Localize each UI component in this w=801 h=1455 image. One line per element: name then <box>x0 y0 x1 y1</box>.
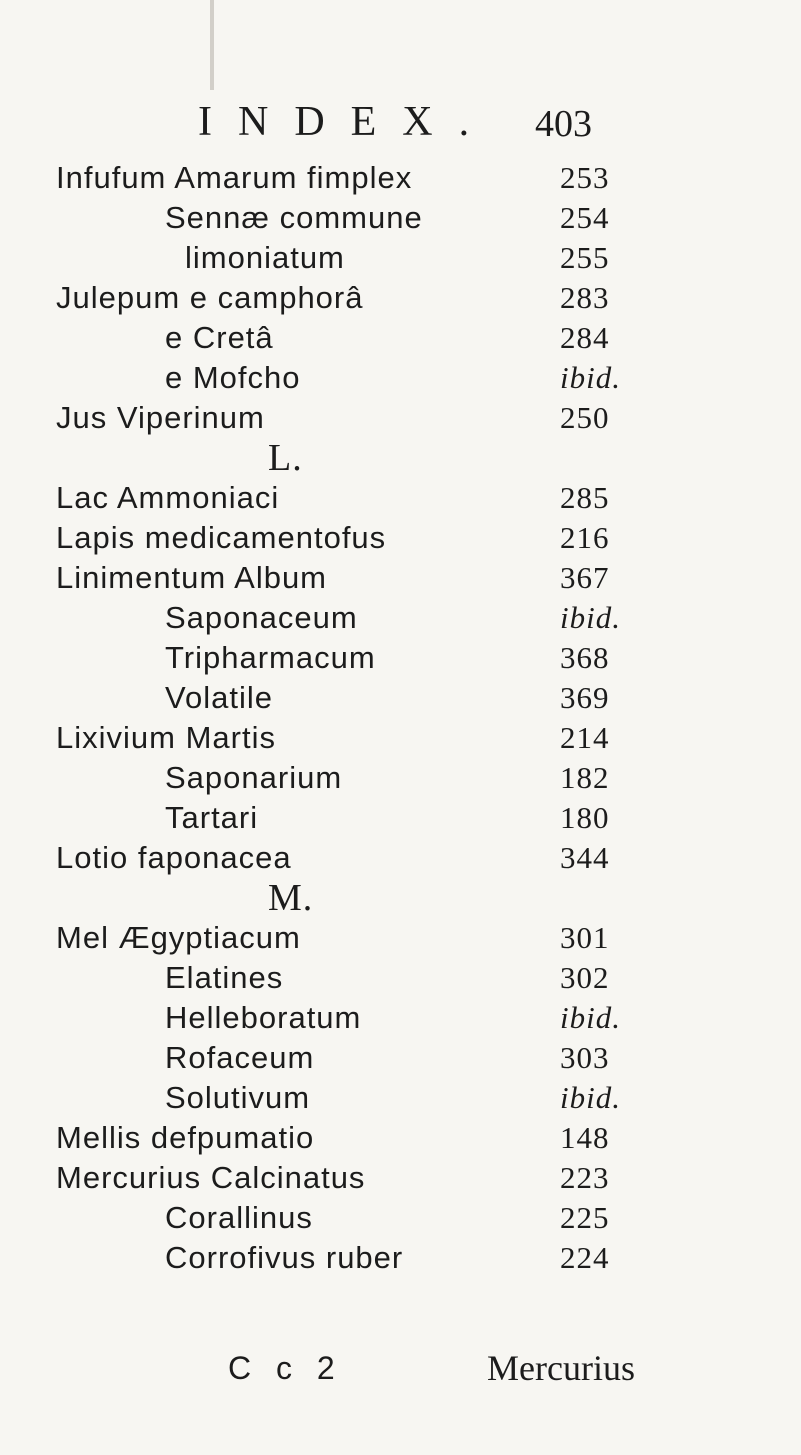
index-entry <box>0 1038 801 1078</box>
entry-page: 180 <box>560 800 610 835</box>
index-entry <box>0 518 801 558</box>
index-entry <box>0 838 801 878</box>
entry-term: Mercurius Calcinatus <box>56 1160 366 1195</box>
index-entry <box>0 1158 801 1198</box>
index-entry <box>0 278 801 318</box>
index-entry <box>0 798 801 838</box>
index-entry <box>0 998 801 1038</box>
index-entry <box>0 398 801 438</box>
page-footer <box>0 1344 801 1392</box>
entry-term: Solutivum <box>165 1080 311 1115</box>
entry-page: 214 <box>560 720 610 755</box>
section-letter <box>0 878 801 918</box>
index-entry <box>0 1118 801 1158</box>
entry-term: Lixivium Martis <box>56 720 276 755</box>
index-entry <box>0 958 801 998</box>
entry-term: Mel Ægyptiacum <box>56 920 301 955</box>
index-entry <box>0 718 801 758</box>
index-entry <box>0 638 801 678</box>
index-entry <box>0 238 801 278</box>
index-entry <box>0 678 801 718</box>
entry-page: 283 <box>560 280 610 315</box>
entry-term: Saponarium <box>165 760 343 795</box>
entry-term: Corrofivus ruber <box>165 1240 404 1275</box>
entry-term: Corallinus <box>165 1200 313 1235</box>
index-entry <box>0 318 801 358</box>
page-number: 403 <box>535 103 592 145</box>
entry-term: Tripharmacum <box>165 640 376 675</box>
entry-term: Lapis medicamentofus <box>56 520 387 555</box>
entry-page: 301 <box>560 920 610 955</box>
entry-term: Rofaceum <box>165 1040 315 1075</box>
entry-term: Saponaceum <box>165 600 358 635</box>
index-entry <box>0 1198 801 1238</box>
entry-page: 367 <box>560 560 610 595</box>
entry-term: limoniatum <box>185 240 345 275</box>
index-entry <box>0 558 801 598</box>
page-header <box>0 50 801 150</box>
entry-page: 344 <box>560 840 610 875</box>
entry-page: 253 <box>560 160 610 195</box>
entry-term: Infufum Amarum fimplex <box>56 160 413 195</box>
entry-term: Tartari <box>165 800 259 835</box>
index-entry <box>0 1078 801 1118</box>
running-title: INDEX. <box>198 99 496 145</box>
entry-page: 302 <box>560 960 610 995</box>
entry-page: 216 <box>560 520 610 555</box>
index-entry <box>0 198 801 238</box>
index-entry <box>0 758 801 798</box>
index-entry <box>0 478 801 518</box>
entry-page: 285 <box>560 480 610 515</box>
index-entry <box>0 358 801 398</box>
entry-page: 223 <box>560 1160 610 1195</box>
entry-term: Helleboratum <box>165 1000 362 1035</box>
entry-page: 303 <box>560 1040 610 1075</box>
entry-term: Lac Ammoniaci <box>56 480 280 515</box>
entry-page: 225 <box>560 1200 610 1235</box>
entry-term: Lotio faponacea <box>56 840 292 875</box>
section-letter <box>0 438 801 478</box>
entry-term: Volatile <box>165 680 273 715</box>
index-entries <box>0 158 801 1278</box>
entry-page: 369 <box>560 680 610 715</box>
paper-blemish <box>210 0 214 90</box>
entry-page: 255 <box>560 240 610 275</box>
catchword: Mercurius <box>487 1348 635 1388</box>
section-heading: L. <box>268 437 303 479</box>
entry-term: e Mofcho <box>165 360 301 395</box>
entry-page: ibid. <box>560 1000 621 1035</box>
index-entry <box>0 918 801 958</box>
signature-mark: C c 2 <box>228 1350 343 1386</box>
entry-page: 182 <box>560 760 610 795</box>
entry-term: Elatines <box>165 960 284 995</box>
entry-page: ibid. <box>560 360 621 395</box>
entry-term: e Cretâ <box>165 320 274 355</box>
entry-page: 148 <box>560 1120 610 1155</box>
entry-page: ibid. <box>560 1080 621 1115</box>
entry-page: 284 <box>560 320 610 355</box>
entry-term: Julepum e camphorâ <box>56 280 364 315</box>
entry-term: Mellis defpumatio <box>56 1120 315 1155</box>
index-entry <box>0 1238 801 1278</box>
section-heading: M. <box>268 877 314 919</box>
entry-page: 224 <box>560 1240 610 1275</box>
entry-page: 254 <box>560 200 610 235</box>
index-entry <box>0 598 801 638</box>
entry-term: Sennæ commune <box>165 200 423 235</box>
entry-term: Linimentum Album <box>56 560 328 595</box>
entry-page: ibid. <box>560 600 621 635</box>
entry-page: 368 <box>560 640 610 675</box>
entry-page: 250 <box>560 400 610 435</box>
entry-term: Jus Viperinum <box>56 400 265 435</box>
index-entry <box>0 158 801 198</box>
